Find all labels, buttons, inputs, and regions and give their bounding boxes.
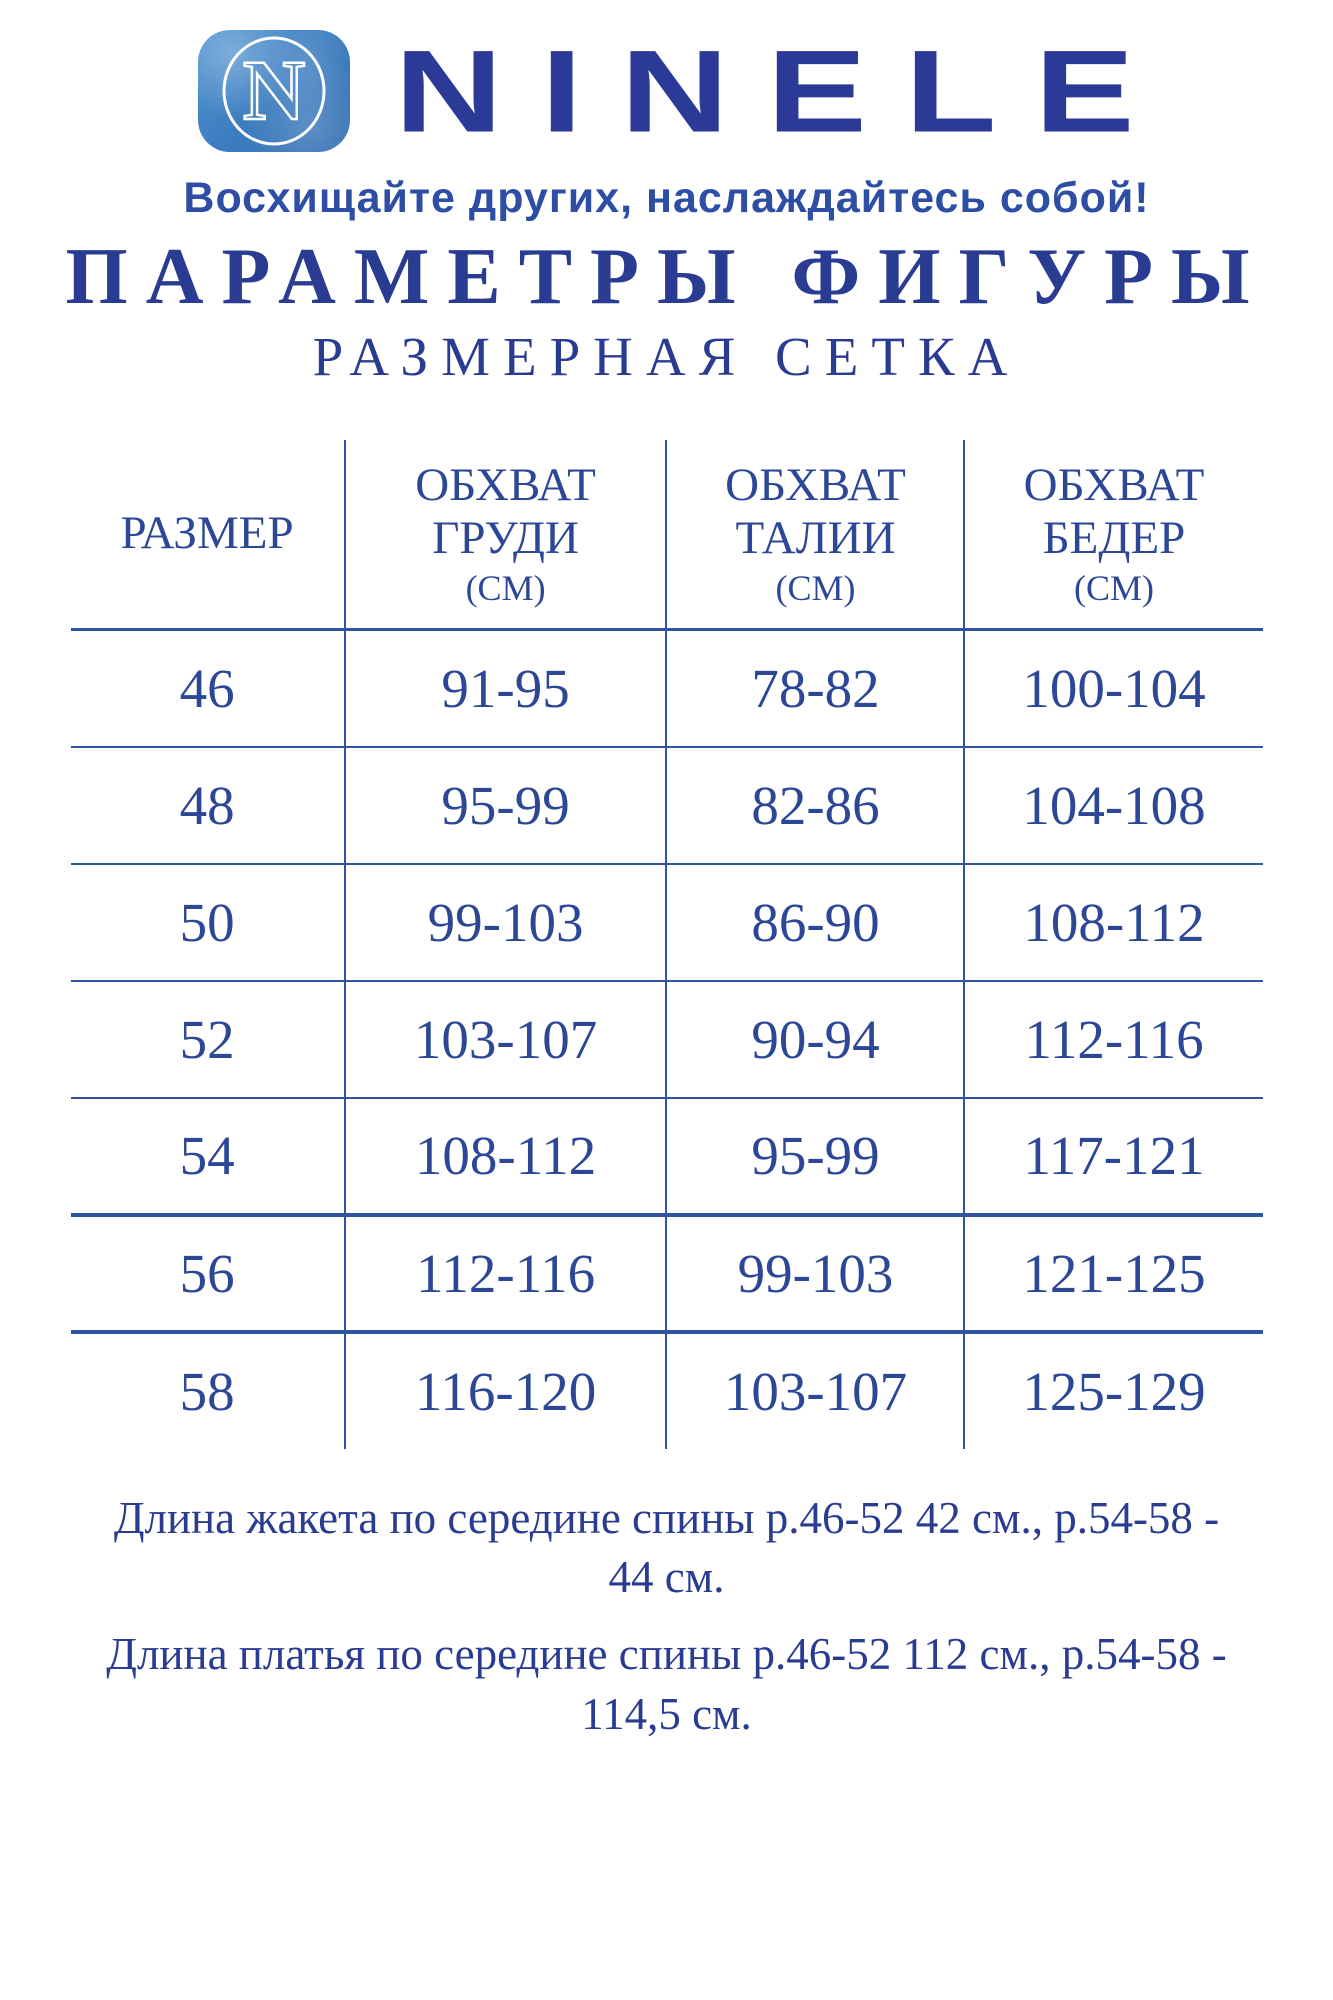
page-title: ПАРАМЕТРЫ ФИГУРЫ <box>65 233 1268 321</box>
measurement-cell: 100-104 <box>964 630 1262 747</box>
brand-logo-row <box>0 25 1333 157</box>
page-subtitle: РАЗМЕРНАЯ СЕТКА <box>312 326 1021 387</box>
measurement-cell: 121-125 <box>964 1215 1262 1332</box>
col-header-label: ОБХВАТ <box>415 459 596 512</box>
brand-header <box>0 25 1333 223</box>
note-dress-length <box>27 1625 1307 1744</box>
size-cell: 56 <box>71 1215 345 1332</box>
note-jacket-length <box>27 1489 1307 1608</box>
col-header-label: ТАЛИИ <box>735 511 896 564</box>
size-table-body <box>71 630 1263 1449</box>
measurement-cell: 108-112 <box>964 864 1262 981</box>
size-cell: 54 <box>71 1098 345 1215</box>
ninele-logo-icon <box>198 30 350 152</box>
col-header-hips <box>964 440 1262 630</box>
measurement-cell: 116-120 <box>345 1332 667 1449</box>
measurement-cell: 86-90 <box>666 864 964 981</box>
logo-letter: N <box>243 42 306 138</box>
table-row <box>71 630 1263 747</box>
measurement-cell: 99-103 <box>345 864 667 981</box>
note-text: 114,5 см. <box>581 1688 752 1739</box>
col-header-label: БЕДЕР <box>1042 511 1186 564</box>
col-header-label: ГРУДИ <box>432 511 579 564</box>
measurement-cell: 104-108 <box>964 747 1262 864</box>
measurement-cell: 103-107 <box>666 1332 964 1449</box>
measurement-cell: 91-95 <box>345 630 667 747</box>
col-header-unit: (СМ) <box>775 567 856 608</box>
table-row <box>71 747 1263 864</box>
col-header-label: ОБХВАТ <box>1023 459 1205 512</box>
measurement-cell: 125-129 <box>964 1332 1262 1449</box>
col-header-label: ОБХВАТ <box>725 459 906 512</box>
size-table-header-row <box>71 440 1263 630</box>
table-row <box>71 864 1263 981</box>
measurement-cell: 117-121 <box>964 1098 1262 1215</box>
col-header-unit: (СМ) <box>1073 567 1154 608</box>
measurement-cell: 95-99 <box>345 747 667 864</box>
table-row <box>71 1215 1263 1332</box>
note-text: Длина платья по середине спины р.46-52 112 см., р.54-58 - <box>106 1629 1227 1680</box>
measurement-cell: 90-94 <box>666 981 964 1098</box>
table-row <box>71 1332 1263 1449</box>
notes <box>27 1489 1307 1745</box>
measurement-cell: 112-116 <box>345 1215 667 1332</box>
size-table <box>71 440 1263 1449</box>
size-cell: 48 <box>71 747 345 864</box>
col-header-label: РАЗМЕР <box>120 507 294 560</box>
note-text: Длина жакета по середине спины р.46-52 42 см., р.54-58 - <box>113 1492 1220 1543</box>
measurement-cell: 95-99 <box>666 1098 964 1215</box>
measurement-cell: 103-107 <box>345 981 667 1098</box>
measurement-cell: 82-86 <box>666 747 964 864</box>
measurement-cell: 78-82 <box>666 630 964 747</box>
table-row <box>71 981 1263 1098</box>
logo-monogram-icon <box>198 30 350 152</box>
brand-tagline: Восхищайте других, наслаждайтесь собой! <box>183 174 1150 222</box>
col-header-waist <box>666 440 964 630</box>
measurement-cell: 108-112 <box>345 1098 667 1215</box>
size-cell: 52 <box>71 981 345 1098</box>
col-header-size <box>71 440 345 630</box>
size-cell: 58 <box>179 1360 235 1422</box>
measurement-cell: 112-116 <box>964 981 1262 1098</box>
col-header-unit: (СМ) <box>465 567 546 608</box>
note-text: 44 см. <box>608 1551 725 1602</box>
size-cell: 50 <box>71 864 345 981</box>
col-header-bust <box>345 440 667 630</box>
size-cell: 46 <box>71 630 345 747</box>
measurement-cell: 99-103 <box>666 1215 964 1332</box>
brand-name: NINELE <box>394 25 1173 157</box>
table-row <box>71 1098 1263 1215</box>
